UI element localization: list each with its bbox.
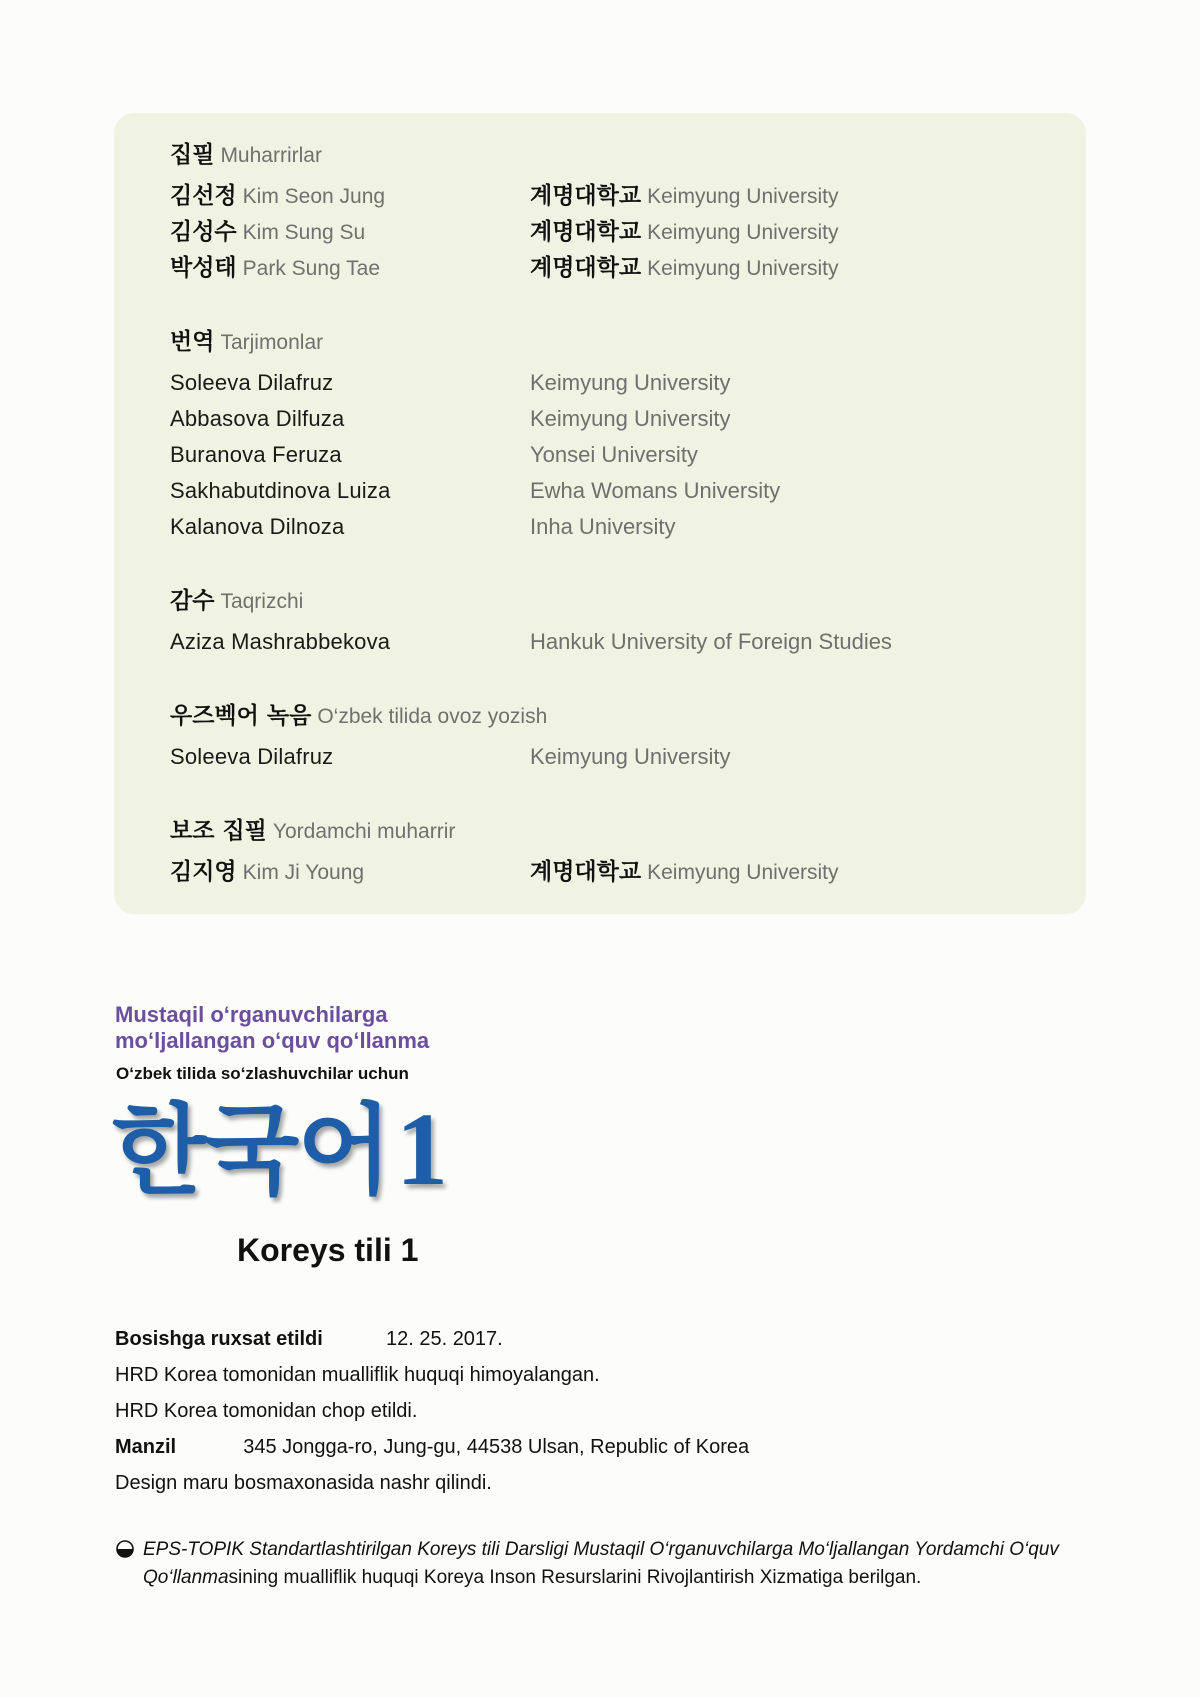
copyright-note — [115, 1536, 1075, 1592]
reviewer-aff: Hankuk University of Foreign Studies — [530, 629, 892, 654]
editor-aff-ko: 계명대학교 — [530, 183, 642, 209]
book-subtitle-line2: mo‘ljallangan o‘quv qo‘llanma — [115, 1028, 430, 1053]
book-title-number: 1 — [396, 1092, 447, 1207]
editor-name-en: Park Sung Tae — [242, 257, 381, 280]
note-rest-text: sining mualliflik huquqi Koreya Inson Resurslarini Rivojlantirish Xizmatiga berilgan. — [228, 1567, 922, 1588]
credits-box — [114, 113, 1086, 914]
translator-row — [170, 365, 1070, 401]
translators-heading — [170, 327, 1070, 357]
translators-heading-ko: 번역 — [170, 329, 215, 355]
editor-name-ko: 김선정 — [170, 183, 237, 209]
translator-aff: Ewha Womans University — [530, 478, 781, 503]
approval-line — [115, 1326, 503, 1352]
translator-name: Abbasova Dilfuza — [170, 406, 345, 431]
voice-section — [170, 701, 1070, 775]
translators-heading-en: Tarjimonlar — [220, 331, 324, 354]
book-subtitle-line1: Mustaqil o‘rganuvchilarga — [115, 1002, 388, 1027]
book-target-audience: O‘zbek tilida so‘zlashuvchilar uchun — [116, 1064, 409, 1083]
assistant-aff-en: Keimyung University — [647, 861, 839, 884]
assistant-heading — [170, 816, 1070, 846]
assistant-aff-ko: 계명대학교 — [530, 859, 642, 885]
translator-aff: Keimyung University — [530, 406, 731, 431]
assistant-heading-ko: 보조 집필 — [170, 818, 267, 844]
approval-date: 12. 25. 2017. — [385, 1328, 503, 1350]
book-title-korean — [112, 1092, 447, 1208]
printed-line: HRD Korea tomonidan chop etildi. — [115, 1400, 418, 1422]
assistant-heading-en: Yordamchi muharrir — [272, 820, 456, 843]
book-title-ko-text: 한국어 — [112, 1093, 391, 1208]
editor-name-ko: 김성수 — [170, 219, 237, 245]
editor-aff-en: Keimyung University — [647, 221, 839, 244]
voice-row — [170, 739, 1070, 775]
translator-name: Buranova Feruza — [170, 442, 342, 467]
address-label: Manzil — [115, 1436, 177, 1458]
editor-name-en: Kim Seon Jung — [242, 185, 386, 208]
translator-name: Soleeva Dilafruz — [170, 370, 334, 395]
address-line — [115, 1434, 749, 1460]
book-title-uzbek: Koreys tili 1 — [237, 1232, 419, 1268]
voice-aff: Keimyung University — [530, 744, 731, 769]
note-italic-text: EPS-TOPIK Standartlashtirilgan Koreys tili Darsligi Mustaqil O‘rganuvchilarga Mo‘ljallangan Yordamchi O‘quv Qo‘llanma — [143, 1539, 1059, 1588]
translator-name: Sakhabutdinova Luiza — [170, 478, 391, 503]
voice-name: Soleeva Dilafruz — [170, 744, 334, 769]
editors-heading-ko: 집필 — [170, 142, 215, 168]
reviewer-heading-ko: 감수 — [170, 588, 215, 614]
editor-row — [170, 214, 1070, 250]
reviewer-row — [170, 624, 1070, 660]
design-line: Design maru bosmaxonasida nashr qilindi. — [115, 1472, 492, 1494]
translator-row — [170, 401, 1070, 437]
reviewer-name: Aziza Mashrabbekova — [170, 629, 391, 654]
editor-aff-en: Keimyung University — [647, 257, 839, 280]
editor-aff-ko: 계명대학교 — [530, 219, 642, 245]
assistant-name-en: Kim Ji Young — [242, 861, 365, 884]
half-circle-bullet-icon — [115, 1539, 135, 1559]
approval-label: Bosishga ruxsat etildi — [115, 1328, 323, 1350]
translator-aff: Yonsei University — [530, 442, 698, 467]
editor-name-ko: 박성태 — [170, 255, 237, 281]
translator-row — [170, 509, 1070, 545]
reviewer-section — [170, 586, 1070, 660]
editors-heading — [170, 140, 1070, 170]
translator-row — [170, 437, 1070, 473]
translator-name: Kalanova Dilnoza — [170, 514, 345, 539]
assistant-name-ko: 김지영 — [170, 859, 237, 885]
editor-name-en: Kim Sung Su — [242, 221, 366, 244]
reviewer-heading — [170, 586, 1070, 616]
editor-aff-ko: 계명대학교 — [530, 255, 642, 281]
voice-heading-ko: 우즈벡어 녹음 — [170, 703, 312, 729]
editor-row — [170, 250, 1070, 286]
editor-aff-en: Keimyung University — [647, 185, 839, 208]
editors-section — [170, 140, 1070, 286]
translator-aff: Inha University — [530, 514, 676, 539]
voice-heading — [170, 701, 1070, 731]
address-value: 345 Jongga-ro, Jung-gu, 44538 Ulsan, Republic of Korea — [243, 1436, 750, 1458]
assistant-row — [170, 854, 1070, 890]
translators-section — [170, 327, 1070, 545]
copyright-line: HRD Korea tomonidan mualliflik huquqi himoyalangan. — [115, 1364, 600, 1386]
reviewer-heading-en: Taqrizchi — [220, 590, 304, 613]
assistant-section — [170, 816, 1070, 890]
translator-row — [170, 473, 1070, 509]
voice-heading-en: O‘zbek tilida ovoz yozish — [317, 705, 548, 728]
translator-aff: Keimyung University — [530, 370, 731, 395]
editor-row — [170, 178, 1070, 214]
editors-heading-en: Muharrirlar — [220, 144, 322, 167]
